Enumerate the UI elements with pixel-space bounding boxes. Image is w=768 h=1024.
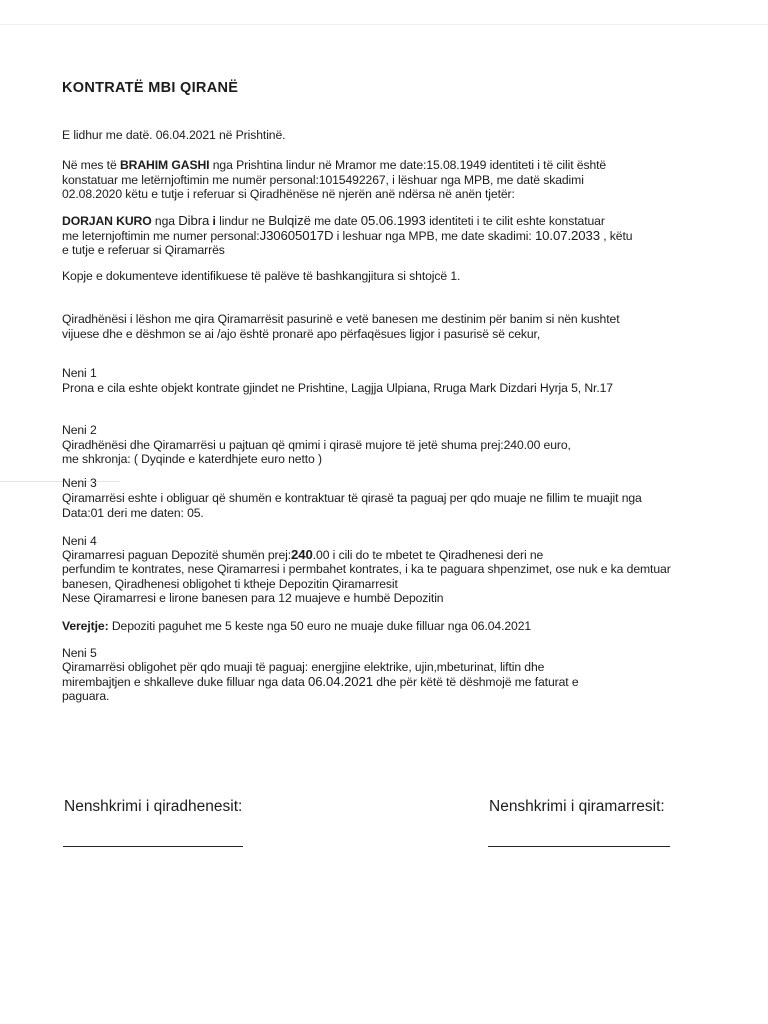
article-4-line-4: Nese Qiramarresi e lirone banesen para 12 muajeve e humbë Depozitin	[62, 591, 444, 605]
article-2-line-2: me shkronja: ( Dyqinde e katerdhjete euro netto )	[62, 452, 322, 466]
scan-artifact	[0, 24, 768, 25]
article-5-line-3: paguara.	[62, 689, 110, 703]
article-4-line-3: banesen, Qiradhenesi obligohet ti ktheje Depozitin Qiramarresit	[62, 577, 398, 591]
article-3-line-2: Data:01 deri me daten: 05.	[62, 506, 204, 520]
contract-date-line: E lidhur me datë. 06.04.2021 në Prishtinë.	[62, 128, 286, 142]
tenant-signature-line	[488, 846, 670, 847]
landlord-signature-label: Nenshkrimi i qiradhenesit:	[64, 798, 243, 815]
note-label: Verejtje:	[62, 619, 109, 633]
landlord-signature-line	[63, 846, 243, 847]
landlord-line-3: 02.08.2020 këtu e tutje i referuar si Qiradhënëse në njerën anë ndërsa në anën tjetër:	[62, 187, 515, 201]
landlord-name: BRAHIM GASHI	[119, 158, 210, 172]
deposit-amount: 240	[291, 547, 313, 562]
article-2-line-1: Qiradhënësi dhe Qiramarrësi u pajtuan që qmimi i qirasë mujore të jetë shuma prej:240.00 euro,	[62, 438, 571, 452]
article-4-line-2: perfundim te kontrates, nese Qiramarresi i permbahet kontrates, i ka te paguara shpenzimet, ose nuk e ka demtuar	[62, 562, 671, 576]
article-5-heading: Neni 5	[62, 646, 97, 660]
document-title: KONTRATË MBI QIRANË	[62, 80, 239, 96]
tenant-line-2: me leternjoftimin me numer personal:J30605017D i leshuar nga MPB, me date skadimi: 10.07.2033 , këtu	[62, 228, 633, 243]
article-3-heading: Neni 3	[62, 476, 97, 490]
intro-line-2: vijuese dhe e dëshmon se ai /ajo është pronarë apo përfaqësues ligjor i pasurisë së cekur,	[62, 327, 541, 341]
tenant-line-3: e tutje e referuar si Qiramarrës	[62, 243, 225, 257]
documents-annex-line: Kopje e dokumenteve identifikuese të palëve të bashkangjitura si shtojcë 1.	[62, 269, 461, 283]
article-1-text: Prona e cila eshte objekt kontrate gjindet ne Prishtine, Lagjja Ulpiana, Rruga Mark Dizdari Hyrja 5, Nr.17	[62, 381, 613, 395]
article-3-line-1: Qiramarrësi eshte i obliguar që shumën e kontraktuar të qirasë ta paguaj per qdo muaje ne fillim te muajit nga	[62, 491, 642, 505]
article-4-heading: Neni 4	[62, 534, 97, 548]
article-5-line-1: Qiramarrësi obligohet për qdo muaji të paguaj: energjine elektrike, ujin,mbeturinat, liftin dhe	[62, 660, 545, 674]
scan-artifact	[0, 481, 120, 482]
tenant-name: DORJAN KURO	[62, 214, 152, 228]
article-4-line-1: Qiramarresi paguan Depozitë shumën prej:240.00 i cili do te mbetet te Qiradhenesi deri ne	[62, 547, 544, 562]
article-5-line-2: mirembajtjen e shkalleve duke filluar nga data 06.04.2021 dhe për këtë të dëshmojë me faturat e	[62, 674, 579, 689]
intro-line-1: Qiradhënësi i lëshon me qira Qiramarrësit pasurinë e vetë banesen me destinim për banim si nën kushtet	[62, 312, 620, 326]
tenant-signature-label: Nenshkrimi i qiramarresit:	[489, 798, 665, 815]
note-line: Verejtje: Depoziti paguhet me 5 keste nga 50 euro ne muaje duke filluar nga 06.04.2021	[62, 619, 532, 633]
tenant-line-1: DORJAN KURO nga Dibra i lindur ne Bulqizë me date 05.06.1993 identiteti i te cilit eshte konstatuar	[62, 213, 605, 228]
article-1-heading: Neni 1	[62, 366, 97, 380]
landlord-line-2: konstatuar me letërnjoftimin me numër personal:1015492267, i lëshuar nga MPB, me datë skadimi	[62, 173, 584, 187]
article-2-heading: Neni 2	[62, 423, 97, 437]
landlord-line-1: Në mes të BRAHIM GASHI nga Prishtina lindur në Mramor me date:15.08.1949 identiteti i të cilit është	[62, 158, 607, 172]
